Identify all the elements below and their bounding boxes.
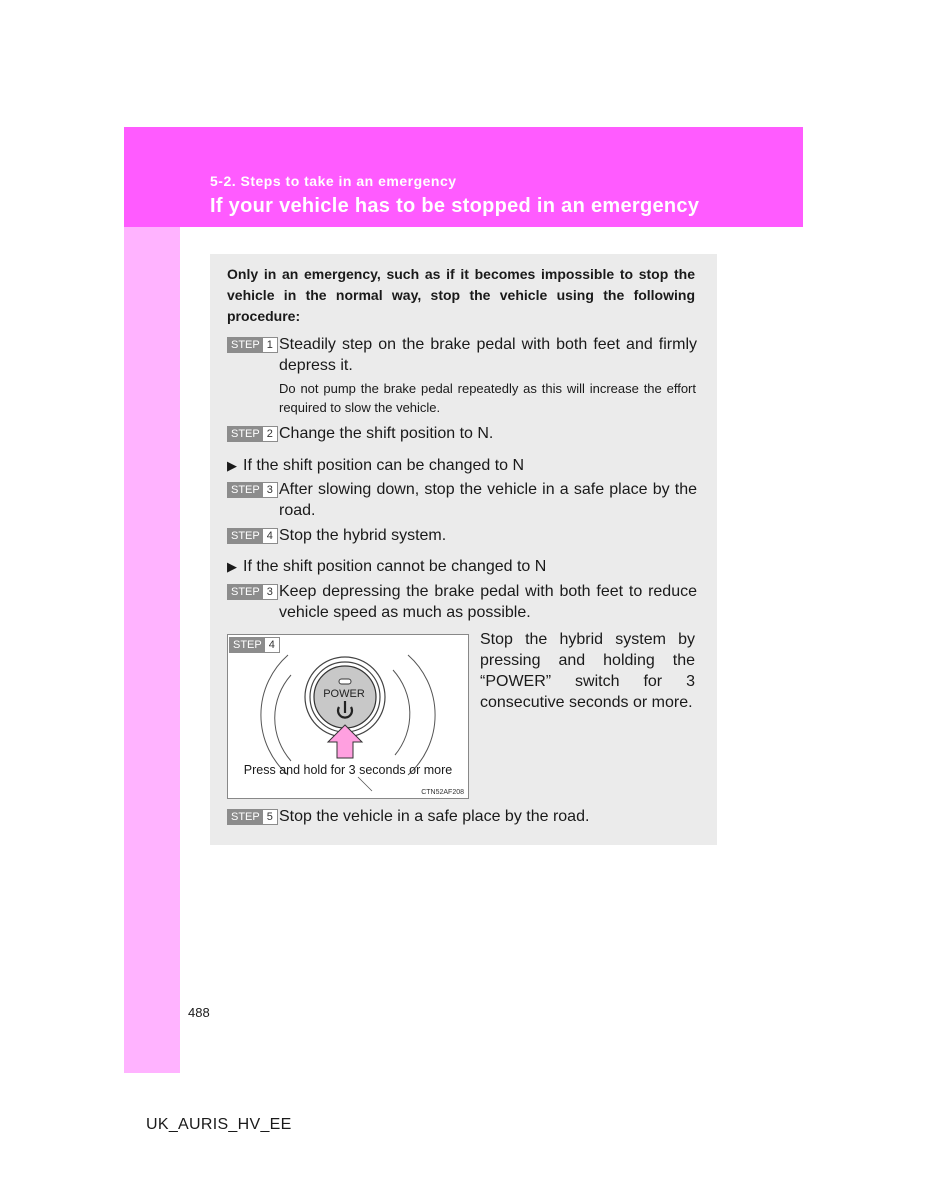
step-badge: STEP 2 <box>227 426 278 442</box>
step-text: After slowing down, stop the vehicle in a safe place by the road. <box>279 481 697 519</box>
step-text: Stop the hybrid system. <box>279 527 447 544</box>
condition-a: ▶ If the shift position can be changed to N <box>227 457 525 474</box>
figure-code: CTN52AF208 <box>421 789 464 796</box>
power-switch-figure <box>227 634 469 799</box>
step-text: Stop the vehicle in a safe place by the road. <box>279 808 590 825</box>
step-badge: STEP 3 <box>227 584 278 600</box>
step-text: Change the shift position to N. <box>279 425 494 442</box>
step-4a <box>227 525 697 546</box>
procedure-box <box>210 254 717 845</box>
step-badge: STEP 1 <box>227 337 278 353</box>
step-3b <box>227 581 697 623</box>
page-title: If your vehicle has to be stopped in an emergency <box>210 195 700 217</box>
section-label: 5-2. Steps to take in an emergency <box>210 173 457 189</box>
step-1-note: Do not pump the brake pedal repeatedly as this will increase the effort required to slow the vehicle. <box>279 381 696 415</box>
step-2 <box>227 423 697 444</box>
power-button-label: POWER <box>323 688 365 700</box>
triangle-icon: ▶ <box>227 559 237 574</box>
condition-b: ▶ If the shift position cannot be changed to N <box>227 558 547 575</box>
step-5 <box>227 806 697 827</box>
step-text: Keep depressing the brake pedal with both feet to reduce vehicle speed as much as possible. <box>279 583 697 621</box>
figure-caption: Press and hold for 3 seconds or more <box>243 763 453 777</box>
step-badge: STEP 4 <box>227 528 278 544</box>
step-4b-text: Stop the hybrid system by pressing and holding the “POWER” switch for 3 consecutive seconds or more. <box>480 631 695 711</box>
step-3a <box>227 479 697 521</box>
step-text: Steadily step on the brake pedal with both feet and firmly depress it. <box>279 336 697 374</box>
step-1 <box>227 334 697 376</box>
step-badge: STEP 3 <box>227 482 278 498</box>
step-badge: STEP 5 <box>227 809 278 825</box>
step-badge: STEP 4 <box>229 637 280 653</box>
footer-code: UK_AURIS_HV_EE <box>146 1116 292 1133</box>
page-number: 488 <box>188 1005 210 1020</box>
side-strip <box>124 227 180 1073</box>
triangle-icon: ▶ <box>227 458 237 473</box>
intro-text: Only in an emergency, such as if it becomes impossible to stop the vehicle in the normal way, stop the vehicle using the following procedure: <box>227 266 695 324</box>
header-banner <box>124 127 803 227</box>
